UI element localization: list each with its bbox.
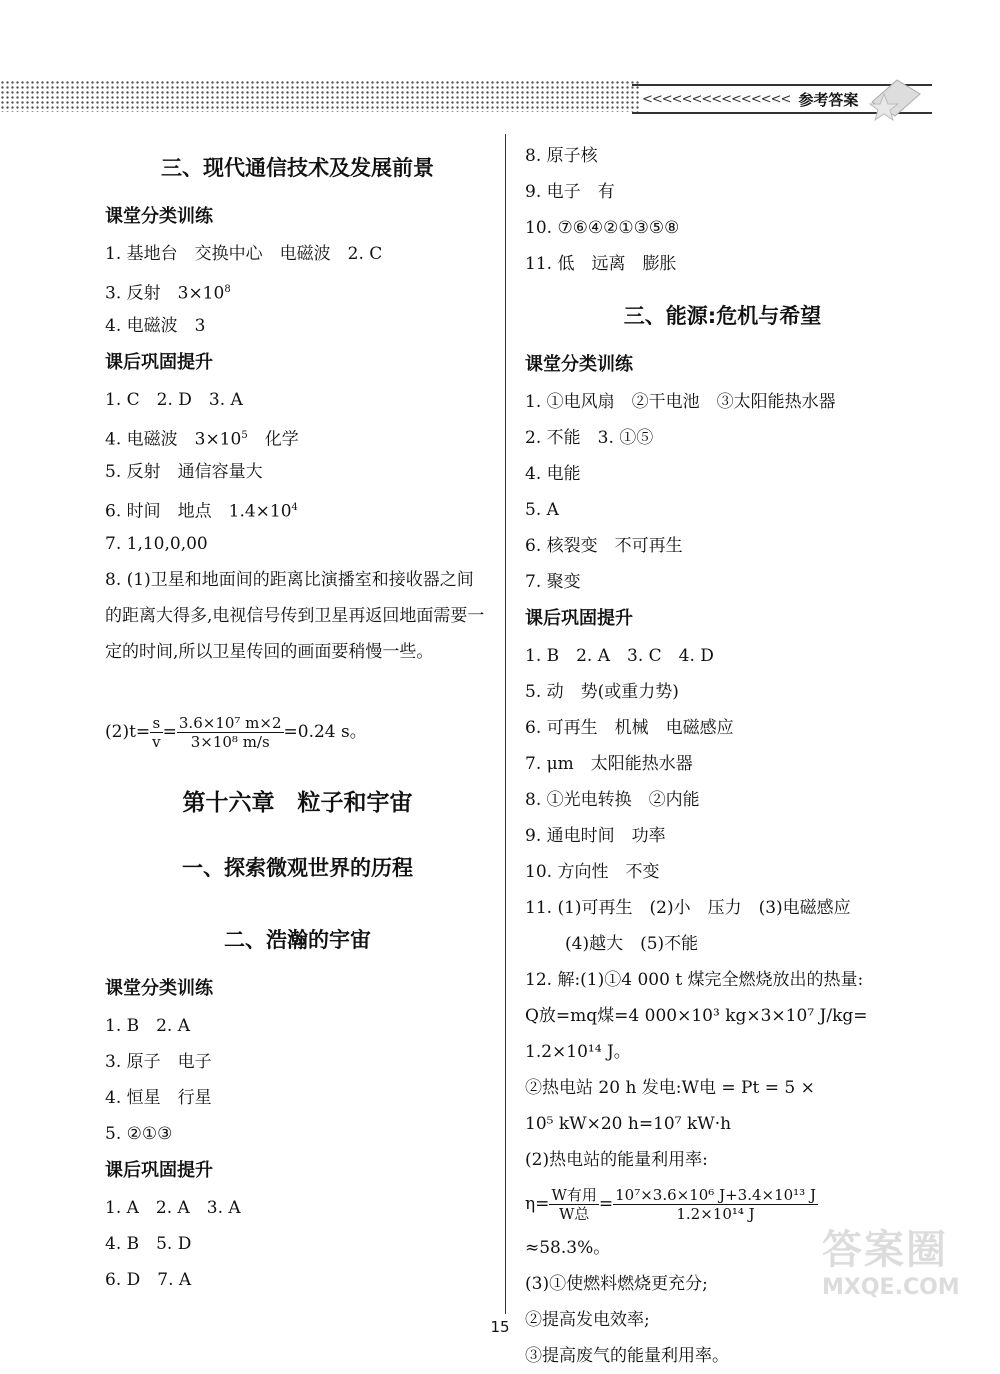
answer-line: 10. ⑦⑥④②①③⑤⑧ (525, 218, 680, 238)
answer-line: (2)热电站的能量利用率: (525, 1150, 708, 1170)
chevron-decoration-icon: <<<<<<<<<<<<<<< (642, 91, 791, 107)
answer-line: 3. 反射 $3\times 10^8$ (105, 283, 231, 304)
answer-line: (3)①使燃料燃烧更充分; (525, 1274, 708, 1294)
answer-line: 2. 不能 3. ①⑤ (525, 428, 654, 448)
answer-line: 1. C 2. D 3. A (105, 390, 243, 410)
answer-line: 4. B 5. D (105, 1234, 192, 1254)
answer-line: 4. 电磁波 3 (105, 316, 206, 336)
answer-line: 4. 电磁波 $3\times 10^5$ 化学 (105, 429, 299, 450)
answer-line: (4)越大 (5)不能 (565, 934, 699, 954)
answer-line: 5. ②①③ (105, 1124, 173, 1144)
section-title: 二、浩瀚的宇宙 (224, 928, 371, 952)
subsection-title: 课后巩固提升 (525, 608, 633, 629)
answer-line: ③提高废气的能量利用率。 (525, 1346, 729, 1366)
answer-line: 7. μm 太阳能热水器 (525, 754, 693, 774)
answer-line: 1. ①电风扇 ②干电池 ③太阳能热水器 (525, 392, 836, 412)
answer-line: 6. 核裂变 不可再生 (525, 536, 683, 556)
answer-line: ≈58.3%。 (525, 1238, 611, 1258)
answer-line: 10. 方向性 不变 (525, 862, 660, 882)
section-title: 三、能源:危机与希望 (623, 304, 822, 328)
subsection-title: 课后巩固提升 (105, 352, 213, 373)
answer-line: 5. 动 势(或重力势) (525, 682, 679, 702)
answer-line: 11. (1)可再生 (2)小 压力 (3)电磁感应 (525, 898, 851, 918)
answer-line: 6. 时间 地点 $1.4\times 10^4$ (105, 501, 298, 522)
answer-line: 4. 恒星 行星 (105, 1088, 212, 1108)
answer-line: 4. 电能 (525, 464, 581, 484)
answer-line: ②提高发电效率; (525, 1310, 650, 1330)
section-title: 一、探索微观世界的历程 (182, 856, 413, 880)
right-column (525, 138, 920, 1374)
answer-line: 7. 聚变 (525, 572, 581, 592)
subsection-title: 课堂分类训练 (525, 354, 633, 375)
subsection-title: 课堂分类训练 (105, 206, 213, 227)
section-title: 三、现代通信技术及发展前景 (161, 156, 434, 180)
answer-paragraph: 8. (1)卫星和地面间的距离比演播室和接收器之间的距离大得多,电视信号传到卫星再返回地面需要一定的时间,所以卫星传回的画面要稍慢一些。 (105, 570, 485, 662)
answer-line: 1. B 2. A 3. C 4. D (525, 646, 714, 666)
answer-line: 5. 反射 通信容量大 (105, 462, 263, 482)
answer-line: 1. B 2. A (105, 1016, 191, 1036)
chapter-title: 第十六章 粒子和宇宙 (182, 789, 413, 816)
answer-line: 8. 原子核 (525, 146, 598, 166)
answer-line: 7. 1,10,0,00 (105, 534, 208, 554)
star-decoration-icon (862, 72, 922, 122)
header-title: 参考答案 (798, 90, 859, 109)
answer-line: 1.2×10¹⁴ J。 (525, 1042, 631, 1062)
header-dot-pattern (0, 80, 640, 112)
formula: η= $\frac{\text{W有用}}{\text{W总}}$ = $\frac{\text{10⁷×3.6×10⁶ J+3.4×10¹³ J}}{\text{1.2×10¹⁴ J}}$ (525, 1186, 816, 1223)
page-number: 15 (490, 1318, 510, 1336)
column-divider (505, 134, 506, 1314)
answer-line: 1. A 2. A 3. A (105, 1198, 241, 1218)
subsection-title: 课后巩固提升 (105, 1160, 213, 1181)
answer-line: Q放=mq煤=4 000×10³ kg×3×10⁷ J/kg= (525, 1006, 868, 1026)
answer-line: 10⁵ kW×20 h=10⁷ kW·h (525, 1114, 732, 1134)
answer-line: 5. A (525, 500, 559, 520)
answer-line: 8. ①光电转换 ②内能 (525, 790, 700, 810)
answer-line: 12. 解:(1)①4 000 t 煤完全燃烧放出的热量: (525, 970, 864, 990)
answer-line: 9. 通电时间 功率 (525, 826, 666, 846)
answer-line: 3. 原子 电子 (105, 1052, 212, 1072)
answer-line: 9. 电子 有 (525, 182, 615, 202)
answer-line: 6. D 7. A (105, 1270, 192, 1290)
subsection-title: 课堂分类训练 (105, 978, 213, 999)
answer-line: ②热电站 20 h 发电:W电 = Pt = 5 × (525, 1078, 815, 1098)
formula: (2)t= $\frac{s}{v}$ = $\frac{\text{3.6×10⁷ m×2}}{\text{3×10⁸ m/s}}$ =0.24 s。 (105, 714, 367, 751)
answer-line: 1. 基地台 交换中心 电磁波 2. C (105, 244, 383, 264)
left-column (105, 138, 490, 1298)
watermark-logo: 答案圈 MXQE.COM (822, 1227, 960, 1300)
answer-line: 11. 低 远离 膨胀 (525, 254, 677, 274)
answer-line: 6. 可再生 机械 电磁感应 (525, 718, 734, 738)
